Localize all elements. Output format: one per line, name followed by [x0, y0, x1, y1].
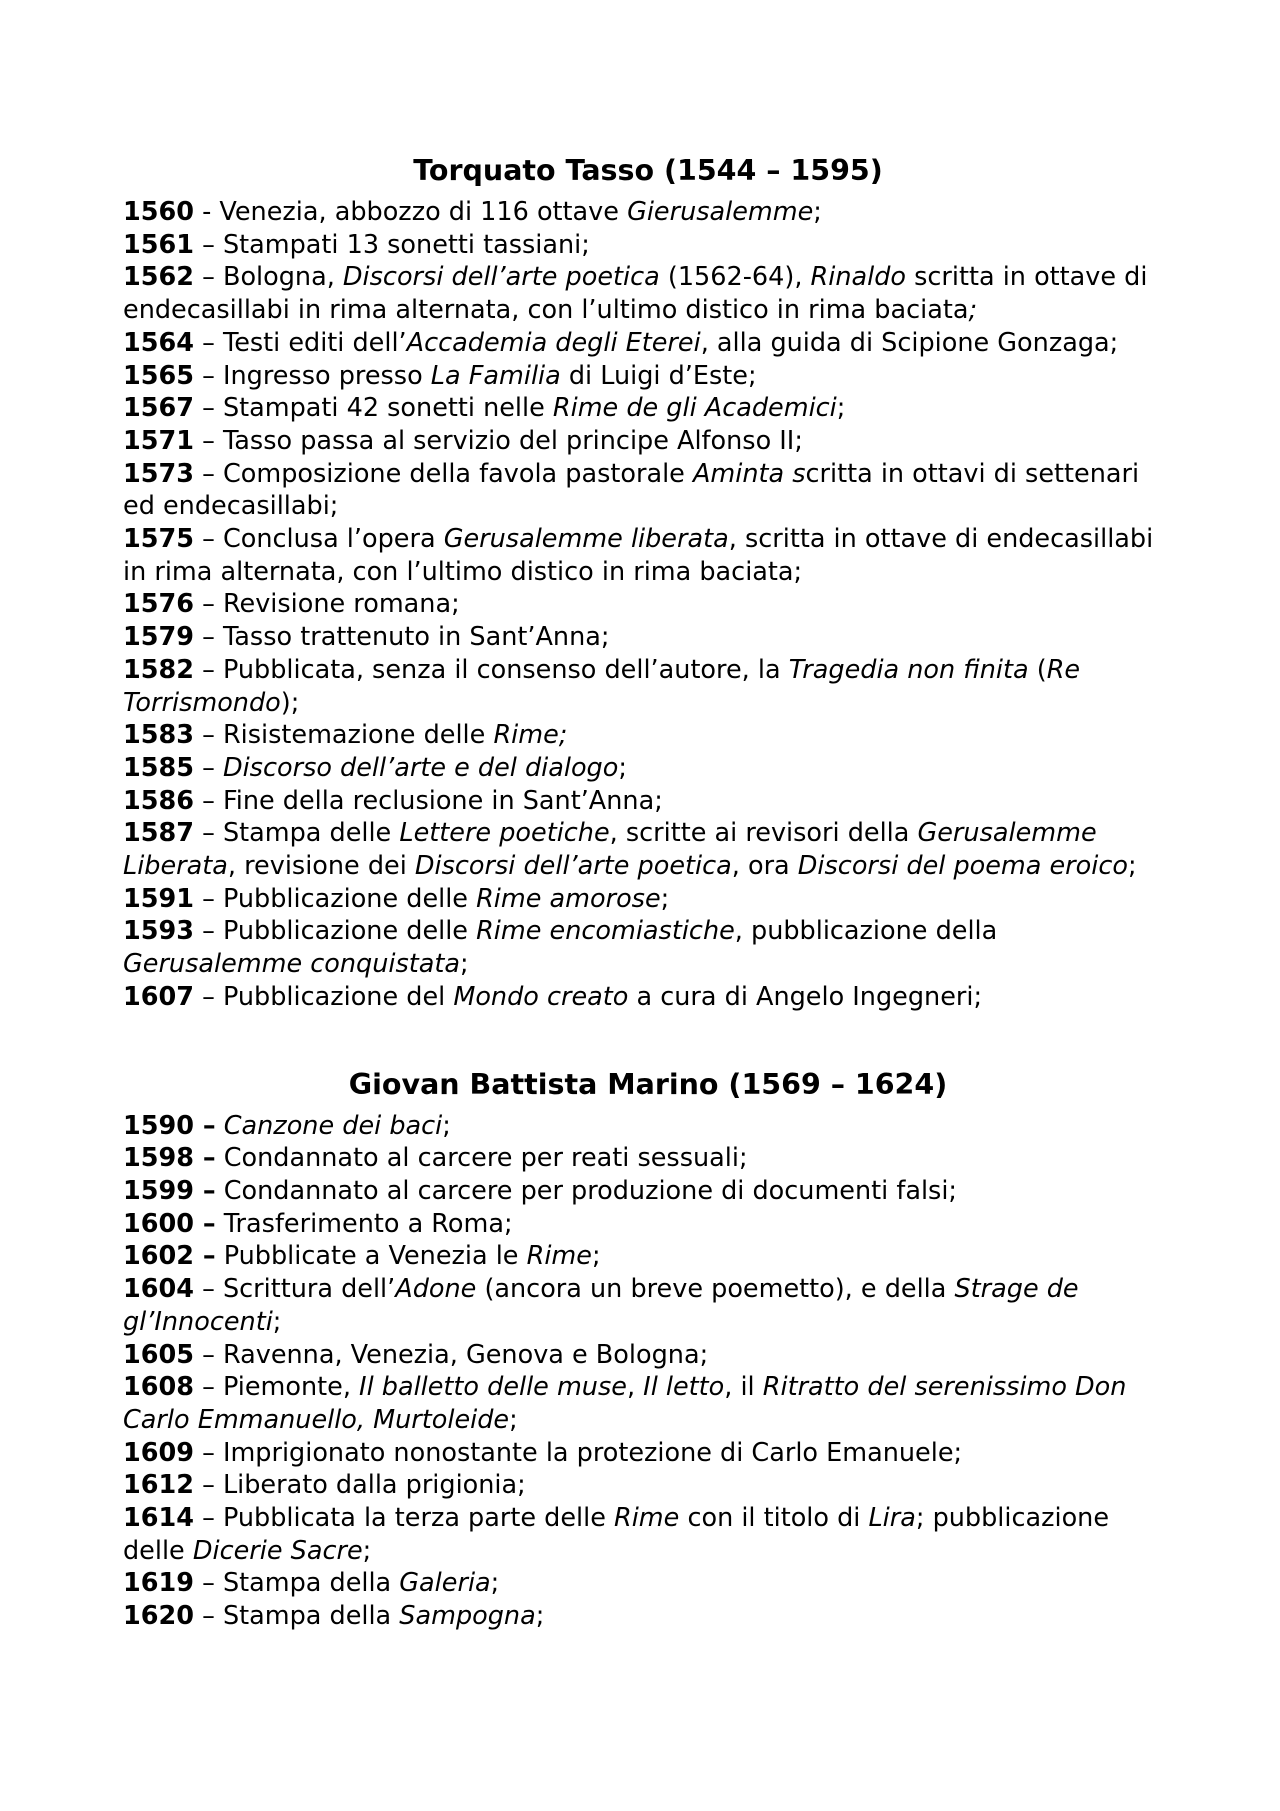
entry-year: 1620	[123, 1601, 194, 1632]
timeline-entry	[123, 1502, 1173, 1567]
entry-text: – Fine della reclusione in Sant’Anna;	[193, 785, 663, 816]
entry-text: –	[193, 752, 223, 783]
entry-text: scritta in ottave di endecasillabi in rima alternata, con l’ultimo distico in rima baciata	[123, 262, 1148, 326]
entry-year: 1590 –	[123, 1110, 216, 1141]
work-title: Rime	[614, 1503, 680, 1534]
entry-text: – Tasso passa al servizio del principe Alfonso II;	[193, 425, 803, 456]
section-title-marino: Giovan Battista Marino (1569 – 1624)	[348, 1067, 948, 1101]
work-title: Lira	[868, 1503, 916, 1534]
work-title: Strage de gl’Innocenti	[123, 1274, 1079, 1337]
timeline-entry	[123, 588, 1173, 621]
work-title: Sampogna	[399, 1601, 536, 1632]
work-title: Dicerie Sacre	[192, 1535, 363, 1566]
entry-year: 1605	[123, 1339, 194, 1370]
timeline-entry	[123, 1273, 1173, 1338]
timeline-entry	[123, 621, 1173, 654]
entry-text: – Pubblicazione delle	[193, 916, 477, 947]
section-tasso	[123, 152, 1173, 1014]
entry-year: 1591	[123, 883, 194, 914]
entry-year: 1612	[123, 1470, 194, 1501]
work-title: Gerusalemme conquistata	[123, 949, 461, 980]
timeline-entry	[123, 981, 1173, 1014]
entry-year: 1579	[123, 622, 194, 653]
entry-year: 1609	[123, 1437, 194, 1468]
entry-year: 1562	[123, 262, 194, 293]
work-title: Canzone dei baci	[223, 1110, 443, 1141]
work-title: Re Torrismondo	[123, 654, 1081, 718]
work-title: Galeria	[399, 1568, 491, 1599]
timeline-entry	[123, 1437, 1173, 1470]
entry-text: ;	[272, 1306, 282, 1337]
entry-text: – Stampa della	[193, 1568, 400, 1599]
entry-text: ;	[813, 197, 822, 227]
timeline-entry	[123, 196, 1173, 229]
timeline-entry	[123, 1175, 1173, 1208]
timeline-entry	[123, 785, 1173, 818]
entry-year: 1619	[123, 1568, 194, 1599]
entry-text: (	[1028, 654, 1047, 685]
entry-text: a cura di Angelo Ingegneri;	[628, 981, 983, 1012]
entry-text: ;	[535, 1601, 545, 1632]
work-title: Discorso dell’arte e del dialogo	[222, 752, 619, 783]
entry-text: di Luigi d’Este;	[560, 360, 757, 391]
entry-text: );	[280, 687, 300, 718]
work-title: Gerusalemme liberata	[443, 524, 729, 555]
timeline-entry	[123, 1240, 1173, 1273]
entry-text: ;	[490, 1568, 500, 1599]
entry-text: – Stampati 13 sonetti tassiani;	[193, 229, 590, 260]
work-title: Discorsi dell’arte poetica	[414, 851, 732, 882]
entry-text: , alla guida di Scipione Gonzaga;	[700, 327, 1119, 358]
entry-year: 1614	[123, 1503, 194, 1534]
entry-year: 1607	[123, 981, 194, 1012]
timeline-entry	[123, 1567, 1173, 1600]
entry-text: ;	[1127, 851, 1137, 882]
timeline-entry	[123, 229, 1173, 262]
entry-year: 1598 –	[123, 1143, 216, 1174]
timeline-entry	[123, 261, 1173, 326]
entry-text: – Composizione della favola pastorale	[193, 458, 693, 489]
entry-text: – Bologna,	[193, 262, 343, 293]
timeline-entry	[123, 1469, 1173, 1502]
work-title: Adone	[395, 1274, 477, 1305]
entry-text: – Revisione romana;	[193, 589, 460, 620]
timeline-entry	[123, 425, 1173, 458]
work-title: Il balletto delle muse	[359, 1372, 627, 1403]
timeline-entry	[123, 883, 1173, 916]
entry-year: 1608	[123, 1372, 194, 1403]
work-title: Discorsi del poema eroico	[797, 851, 1128, 882]
entry-text: – Stampati 42 sonetti nelle	[193, 393, 553, 424]
work-title: Gerusalemme Liberata	[123, 818, 1097, 882]
entry-text: – Piemonte,	[193, 1372, 360, 1403]
entry-text: ;	[460, 949, 469, 980]
entry-text: (ancora un breve poemetto), e della	[476, 1274, 955, 1305]
entry-text: ;	[618, 752, 627, 783]
timeline-entry	[123, 1371, 1173, 1436]
work-title: Rime de gli Academici	[552, 393, 837, 424]
entry-text	[216, 1111, 224, 1141]
work-title: Discorsi dell’arte poetica	[342, 262, 660, 293]
timeline-entry	[123, 1142, 1173, 1175]
timeline-entry	[123, 392, 1173, 425]
timeline-entry	[123, 817, 1173, 882]
entry-text: – Risistemazione delle	[193, 720, 494, 751]
entry-text: ,	[626, 1372, 644, 1403]
entry-text: – Pubblicazione delle	[193, 883, 477, 914]
entry-text: , scritte ai revisori della	[609, 818, 918, 849]
entry-text: Trasferimento a Roma;	[215, 1208, 513, 1239]
work-title: Rinaldo	[810, 262, 907, 293]
work-title: Lettere poetiche	[399, 818, 610, 849]
entry-year: 1593	[123, 916, 194, 947]
entry-year: 1571	[123, 425, 194, 456]
timeline-entry	[123, 1208, 1173, 1241]
entry-text: – Testi editi dell’	[193, 327, 407, 358]
entry-text: , pubblicazione della	[734, 916, 998, 947]
timeline-entry	[123, 360, 1173, 393]
entry-year: 1587	[123, 818, 194, 849]
entry-text: ;	[660, 883, 670, 914]
timeline-entry	[123, 458, 1173, 523]
entry-year: 1582	[123, 654, 194, 685]
timeline-entry	[123, 719, 1173, 752]
entry-text: – Pubblicata la terza parte delle	[193, 1503, 614, 1534]
work-title: Rime amorose	[476, 883, 661, 914]
timeline-entry	[123, 752, 1173, 785]
document-page	[123, 0, 1173, 1633]
entry-text: con il titolo di	[679, 1503, 869, 1534]
entry-year: 1561	[123, 229, 194, 260]
entry-text: – Stampa delle	[193, 818, 400, 849]
work-title: Rime	[526, 1241, 592, 1272]
work-title: Aminta s	[692, 458, 806, 489]
entry-text: ;	[591, 1241, 601, 1272]
work-title: Accademia degli Eterei	[406, 327, 701, 358]
entry-text: – Scrittura dell’	[193, 1274, 396, 1305]
entry-text: - Venezia, abbozzo di 116 ottave	[193, 197, 628, 227]
entry-year: 1565	[123, 360, 194, 391]
entry-year: 1583	[123, 720, 194, 751]
entry-text: – Ravenna, Venezia, Genova e Bologna;	[193, 1339, 709, 1370]
section-marino	[123, 1066, 1173, 1633]
timeline-entry	[123, 654, 1173, 719]
work-title: Gierusalemme	[627, 197, 814, 227]
entry-text: – Stampa della	[193, 1601, 400, 1632]
entry-text: – Conclusa l’opera	[193, 524, 444, 555]
timeline-list-tasso	[123, 196, 1173, 1014]
work-title: La Familia	[430, 360, 561, 391]
work-title: Rime;	[493, 720, 568, 751]
entry-year: 1599 –	[123, 1175, 216, 1206]
timeline-entry	[123, 327, 1173, 360]
entry-text: – Pubblicazione del	[193, 981, 454, 1012]
entry-text: – Liberato dalla prigionia;	[193, 1470, 526, 1501]
entry-text: – Ingresso presso	[193, 360, 431, 391]
entry-text: Condannato al carcere per produzione di documenti falsi;	[215, 1175, 957, 1206]
entry-year: 1575	[123, 524, 194, 555]
entry-year: 1604	[123, 1274, 194, 1305]
work-title: Rime encomiastiche	[476, 916, 735, 947]
timeline-entry	[123, 915, 1173, 980]
entry-year: 1576	[123, 589, 194, 620]
entry-text: – Tasso trattenuto in Sant’Anna;	[193, 622, 610, 653]
entry-text: ;	[362, 1535, 372, 1566]
entry-year: 1560	[123, 197, 194, 227]
entry-text: , ora	[731, 851, 798, 882]
entry-year: 1602 –	[123, 1241, 216, 1272]
entry-text: ; pubblicazione delle	[123, 1503, 1110, 1566]
entry-text: – Imprigionato nonostante la protezione di Carlo Emanuele;	[193, 1437, 963, 1468]
work-title: Tragedia non finita	[788, 654, 1029, 685]
entry-year: 1573	[123, 458, 194, 489]
entry-text: critta in ottavi di settenari ed endecasillabi;	[123, 458, 1140, 522]
section-title-tasso: Torquato Tasso (1544 – 1595)	[413, 154, 883, 187]
entry-text: , scritta in ottave di endecasillabi in rima alternata, con l’ultimo distico in rima baciata;	[123, 524, 1154, 587]
work-title: Il letto	[643, 1372, 725, 1403]
entry-year: 1564	[123, 327, 194, 358]
timeline-entry	[123, 1600, 1173, 1633]
work-title: Ritratto del serenissimo Don Carlo Emmanuello, Murtoleide	[123, 1372, 1127, 1435]
entry-text: (1562-64),	[659, 262, 811, 293]
timeline-entry	[123, 1110, 1173, 1143]
entry-text: ;	[442, 1110, 451, 1141]
work-title: Mondo creato	[453, 981, 629, 1012]
entry-year: 1586	[123, 785, 194, 816]
work-title: ;	[968, 295, 978, 326]
entry-text: Pubblicate a Venezia le	[215, 1241, 527, 1272]
entry-text: , il	[724, 1372, 763, 1403]
timeline-entry	[123, 523, 1173, 588]
entry-year: 1567	[123, 393, 194, 424]
timeline-entry	[123, 1339, 1173, 1372]
entry-year: 1600 –	[123, 1208, 216, 1239]
timeline-list-marino	[123, 1110, 1173, 1633]
entry-text: Condannato al carcere per reati sessuali;	[215, 1143, 748, 1174]
entry-year: 1585	[123, 752, 194, 783]
entry-text: ;	[509, 1404, 518, 1435]
entry-text: ;	[836, 393, 846, 424]
entry-text: , revisione dei	[227, 851, 415, 882]
entry-text: – Pubblicata, senza il consenso dell’autore, la	[193, 654, 789, 685]
